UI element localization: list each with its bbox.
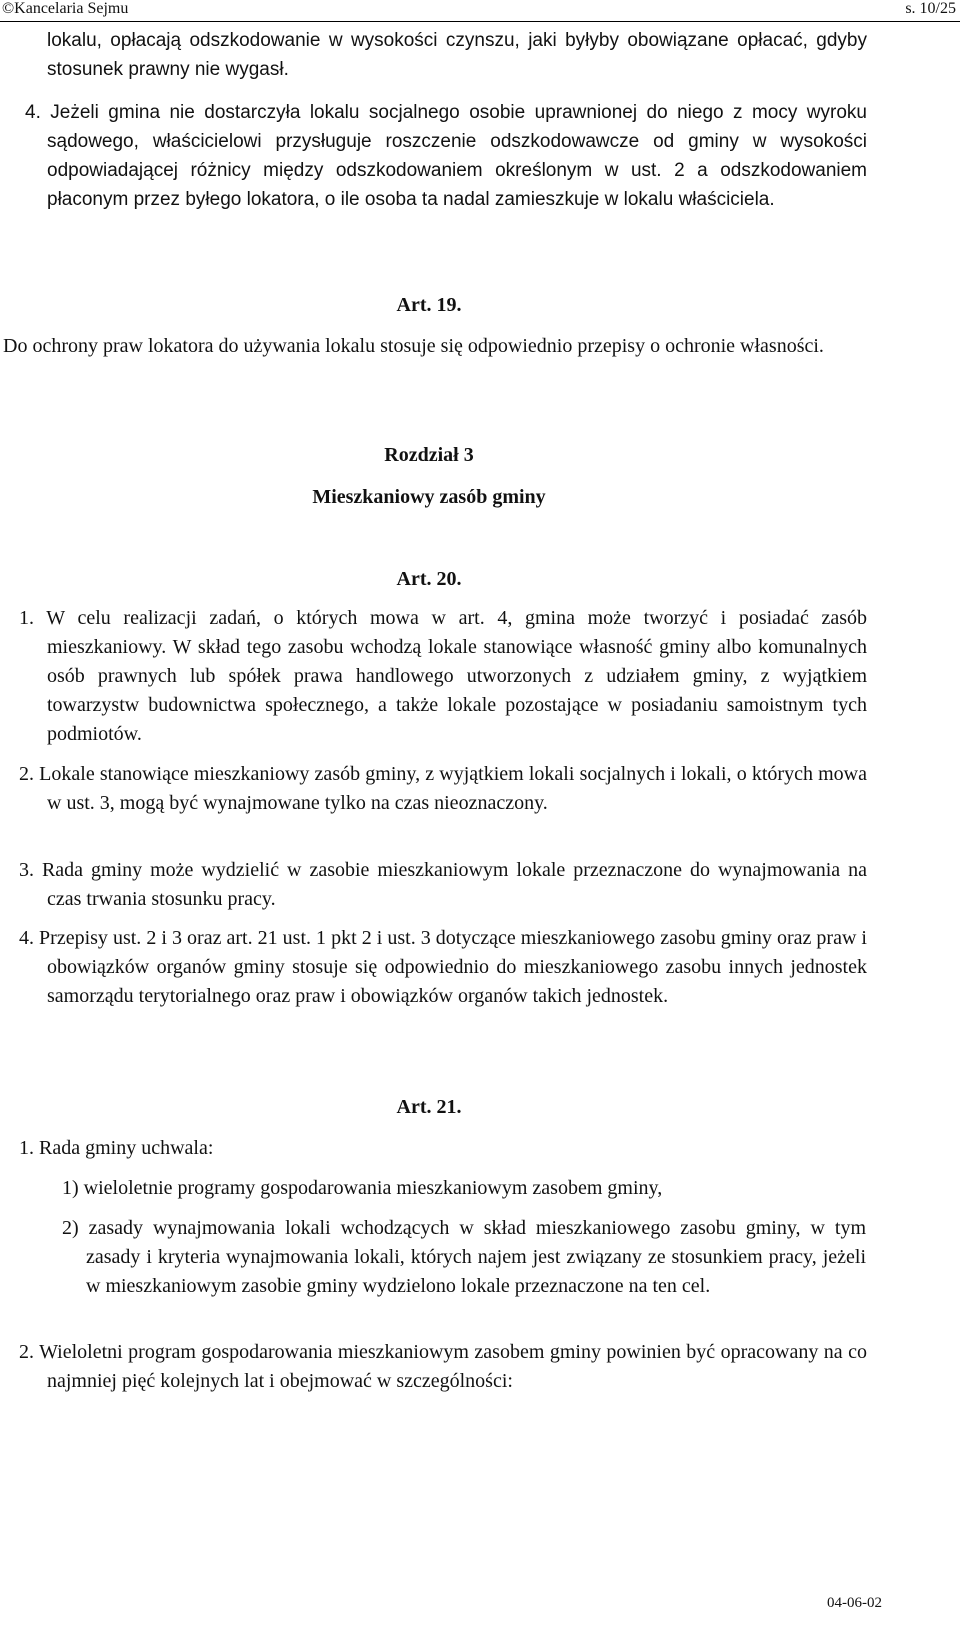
- art20-paragraph-2: 2. Lokale stanowiące mieszkaniowy zasób gminy, z wyjątkiem lokali socjalnych i lokali, o których mowa w ust. 3, mogą być wynajmowane tylko na czas nieoznaczony.: [19, 763, 867, 814]
- art20-paragraph-3: 3. Rada gminy może wydzielić w zasobie mieszkaniowym lokale przeznaczone do wynajmowania na czas trwania stosunku pracy.: [19, 859, 867, 910]
- art19-text: Do ochrony praw lokatora do używania lokalu stosuje się odpowiednio przepisy o ochronie własności.: [3, 335, 824, 357]
- art20-paragraph-1: 1. W celu realizacji zadań, o których mowa w art. 4, gmina może tworzyć i posiadać zasób mieszkaniowy. W skład tego zasobu wchodzą lokale stanowiące własność gminy albo komunalnych osób prawnych lub spółek prawa handlowego utworzonych z udziałem gminy, z wyjątkiem towarzystw budownictwa społecznego, a także lokale pozostające w posiadaniu samoistnym tych podmiotów.: [19, 607, 867, 745]
- art21-paragraph-1: 1. Rada gminy uchwala:: [19, 1137, 214, 1159]
- header-source: ©Kancelaria Sejmu: [2, 0, 129, 17]
- art20-paragraph-4: 4. Przepisy ust. 2 i 3 oraz art. 21 ust. 1 pkt 2 i ust. 3 dotyczące mieszkaniowego zasobu gminy oraz praw i obowiązków organów gminy stosuje się odpowiednio do mieszkaniowego zasobu innych jednostek samorządu terytorialnego oraz praw i obowiązków organów takich jednostek.: [19, 927, 867, 1007]
- art21-item-2: 2) zasady wynajmowania lokali wchodzących w skład mieszkaniowego zasobu gminy, w tym zasady i kryteria wynajmowania lokali, których najem jest związany ze stosunkiem pracy, jeżeli w mieszkaniowym zasobie gminy wydzielono lokale przeznaczone na ten cel.: [62, 1217, 866, 1297]
- chapter-number: Rozdział 3: [384, 444, 474, 466]
- paragraph-continuation: lokalu, opłacają odszkodowanie w wysokości czynszu, jaki byłyby obowiązane opłacać, gdyby stosunek prawny nie wygasł.: [47, 30, 867, 80]
- art21-item-1: 1) wieloletnie programy gospodarowania mieszkaniowym zasobem gminy,: [62, 1177, 663, 1199]
- paragraph-4-text: 4. Jeżeli gmina nie dostarczyła lokalu socjalnego osobie uprawnionej do niego z mocy wyroku sądowego, właścicielowi przysługuje roszczenie odszkodowawcze od gminy w wysokości odpowiadającej różnicy między odszkodowaniem określonym w ust. 2 a odszkodowaniem płaconym przez byłego lokatora, o ile osoba ta nadal zamieszkuje w lokalu właściciela.: [25, 102, 867, 210]
- paragraph-4: [25, 98, 867, 214]
- art21-title: Art. 21.: [396, 1096, 462, 1118]
- art19-title: Art. 19.: [396, 294, 462, 316]
- art21-paragraph-2: 2. Wieloletni program gospodarowania mieszkaniowym zasobem gminy powinien być opracowany na co najmniej pięć kolejnych lat i obejmować w szczególności:: [19, 1341, 867, 1392]
- page-header: [0, 0, 960, 22]
- footer-date: 04-06-02: [827, 1595, 882, 1611]
- header-page-number: s. 10/25: [905, 0, 956, 17]
- art20-title: Art. 20.: [396, 568, 462, 590]
- chapter-title: Mieszkaniowy zasób gminy: [312, 486, 546, 508]
